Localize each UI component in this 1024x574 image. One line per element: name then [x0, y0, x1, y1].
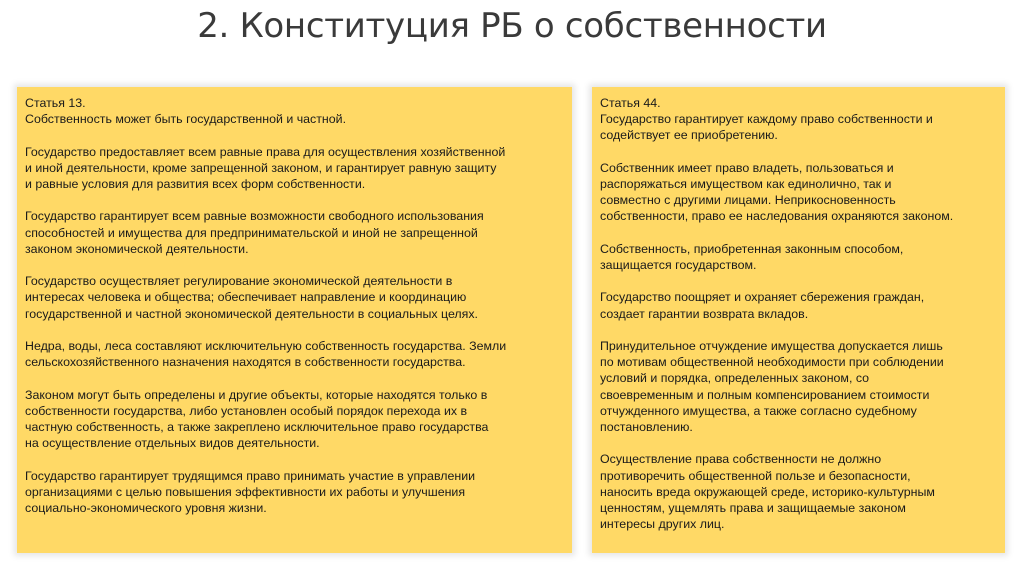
article-13-paragraph: Государство осуществляет регулирование экономической деятельности в интересах человека и общества; обеспечивает направление и координацию государственной и частной экономической деятельности в социальных целях.	[25, 274, 479, 321]
article-44-panel	[592, 87, 1005, 553]
article-44-paragraph: Собственность, приобретенная законным способом, защищается государством.	[600, 241, 904, 272]
article-13-paragraph: Законом могут быть определены и другие объекты, которые находятся только в собственности государства, либо установлен особый порядок перехода их в частную собственность, а также закреплено исключительное право государства на осуществление отдельных видов деятельности.	[25, 387, 489, 451]
article-44-heading: Статья 44.	[600, 96, 661, 110]
article-13-paragraph: Собственность может быть государственной и частной.	[25, 112, 347, 127]
article-44-paragraph: Осуществление права собственности не должно противоречить общественной пользе и безопасности, наносить вреда окружающей среде, историко-культурным ценностям, ущемлять права и защищаемые законом интересы других лиц.	[600, 452, 935, 532]
article-44-paragraph: Принудительное отчуждение имущества допускается лишь по мотивам общественной необходимости при соблюдении условий и порядка, определенных законом, со своевременным и полным компенсированием стоимости отчужденного имущества, а также согласно судебному постановлению.	[600, 338, 944, 434]
article-13-paragraph: Государство гарантирует всем равные возможности свободного использования способностей и имущества для предпринимательской и иной не запрещенной законом экономической деятельности.	[25, 209, 484, 256]
slide-title: 2. Конституция РБ о собственности	[197, 6, 827, 46]
article-44-paragraph: Государство поощряет и охраняет сбережения граждан, создает гарантии возврата вкладов.	[600, 290, 925, 321]
article-13-heading: Статья 13.	[25, 96, 86, 110]
article-44-paragraph: Собственник имеет право владеть, пользоваться и распоряжаться имуществом как единолично, так и совместно с другими лицами. Неприкосновенность собственности, право ее наследования охраняются законом.	[600, 160, 954, 224]
article-13-paragraph: Недра, воды, леса составляют исключительную собственность государства. Земли сельскохозяйственного назначения находятся в собственности государства.	[25, 338, 507, 370]
article-13-paragraph: Государство гарантирует трудящимся право принимать участие в управлении организациями с целью повышения эффективности их работы и улучшения социально-экономического уровня жизни.	[25, 468, 476, 515]
article-13-panel	[17, 87, 572, 553]
article-44-paragraph: Государство гарантирует каждому право собственности и содействует ее приобретению.	[600, 112, 933, 143]
article-13-paragraph: Государство предоставляет всем равные права для осуществления хозяйственной и иной деятельности, кроме запрещенной законом, и гарантирует равную защиту и равные условия для развития всех форм собственности.	[25, 144, 506, 191]
